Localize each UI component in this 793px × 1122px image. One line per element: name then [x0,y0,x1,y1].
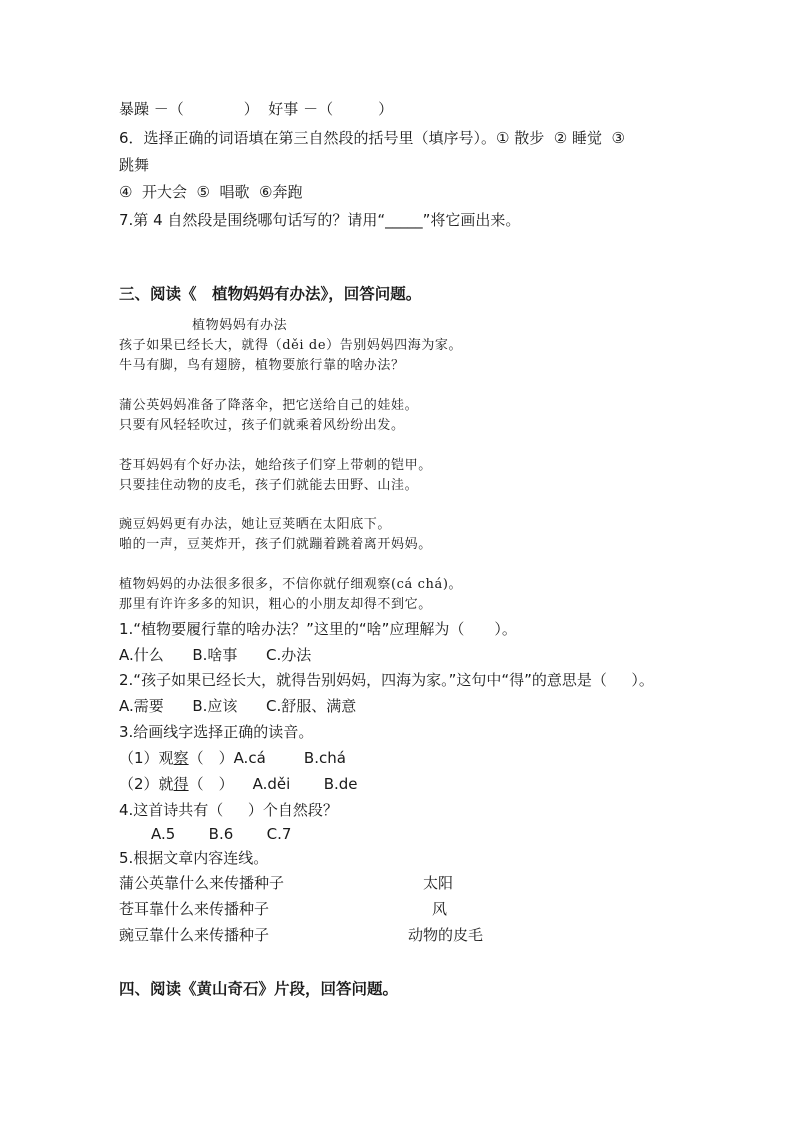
poem-line: 啪的一声，豆荚炸开，孩子们就蹦着跳着离开妈妈。 [119,537,432,552]
question-5: 5.根据文章内容连线。 [119,849,269,867]
q3-2-prefix: （2）就 [119,775,174,793]
poem-line: 只要有风轻轻吹过，孩子们就乘着风纷纷出发。 [119,418,405,433]
section-4-heading: 四、阅读《黄山奇石》片段，回答问题。 [119,980,399,998]
antonym-line: 暴躁 －（ ） 好事 －（ ） [119,100,394,118]
q3-1-prefix: （1）观 [119,749,174,767]
poem-line: 孩子如果已经长大，就得（děi de）告别妈妈四海为家。 [119,338,463,353]
q3-1-underlined-char: 察 [173,749,189,767]
q3-2-suffix: （ ） A.děi B.de [188,775,358,793]
match-right-item: 动物的皮毛 [408,926,484,944]
question-6-options: ④ 开大会 ⑤ 唱歌 ⑥奔跑 [119,183,303,201]
question-6-line1: 6．选择正确的词语填在第三自然段的括号里（填序号）。① 散步 ② 睡觉 ③ [119,129,625,147]
q3-2-underlined-char: 得 [173,775,189,793]
poem-line: 蒲公英妈妈准备了降落伞，把它送给自己的娃娃。 [119,398,419,413]
question-3-item-1 [119,748,346,768]
question-2: 2.“孩子如果已经长大，就得告别妈妈，四海为家。”这句中“得”的意思是（ ）。 [119,671,654,689]
question-1: 1.“植物要履行靠的啥办法？”这里的“啥”应理解为（ ）。 [119,620,517,638]
poem-title: 植物妈妈有办法 [192,318,288,333]
match-left-item: 蒲公英靠什么来传播种子 [119,874,285,892]
question-7: 7.第 4 自然段是围绕哪句话写的？请用“_____”将它画出来。 [119,211,521,229]
question-3-item-2 [119,774,358,794]
match-left-item: 苍耳靠什么来传播种子 [119,900,270,918]
section-3-heading: 三、阅读《 植物妈妈有办法》，回答问题。 [119,285,422,303]
match-right-item: 风 [432,900,448,918]
question-4-options: A.5 B.6 C.7 [151,825,292,843]
poem-line: 苍耳妈妈有个好办法，她给孩子们穿上带刺的铠甲。 [119,458,432,473]
poem-line: 只要挂住动物的皮毛，孩子们就能去田野、山洼。 [119,478,419,493]
poem-line: 豌豆妈妈更有办法，她让豆荚晒在太阳底下。 [119,517,392,532]
question-2-options: A.需要 B.应该 C.舒服、满意 [119,697,357,715]
question-6-line2: 跳舞 [119,156,150,174]
question-1-options: A.什么 B.啥事 C.办法 [119,646,312,664]
match-left-item: 豌豆靠什么来传播种子 [119,926,270,944]
poem-line: 植物妈妈的办法很多很多，不信你就仔细观察(cá chá)。 [119,577,463,592]
poem-line: 那里有许许多多的知识，粗心的小朋友却得不到它。 [119,597,432,612]
question-4: 4.这首诗共有（ ）个自然段？ [119,801,338,819]
question-3: 3.给画线字选择正确的读音。 [119,723,314,741]
poem-line: 牛马有脚，鸟有翅膀，植物要旅行靠的啥办法？ [119,358,405,373]
match-right-item: 太阳 [423,874,454,892]
q3-1-suffix: （ ）A.cá B.chá [188,749,346,767]
